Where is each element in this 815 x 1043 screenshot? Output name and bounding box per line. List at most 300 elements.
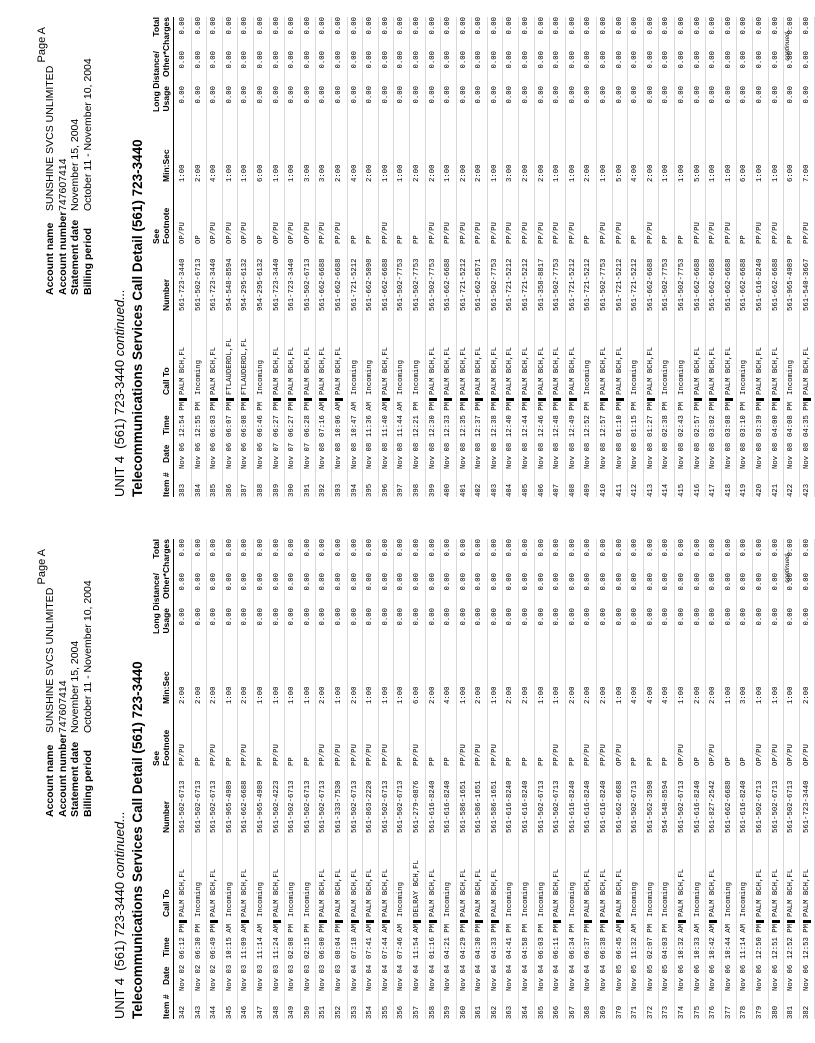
call-number: 561-616-8240 (428, 780, 437, 833)
usage-charge: 0.00 (662, 86, 671, 104)
call-number: 561-965-4989 (256, 780, 265, 833)
table-row (769, 17, 785, 497)
long-distance-charge: 0.00 (584, 51, 593, 69)
item-number: 374 (678, 1005, 686, 1019)
call-number: 561-502-6713 (771, 780, 780, 833)
call-to: PALM BCH,FL (179, 868, 187, 917)
call-date: Nov 03 (256, 964, 265, 991)
table-row (316, 539, 332, 1019)
table-row (597, 539, 613, 1019)
call-number: 561-721-5212 (506, 258, 515, 311)
footnote: PP (194, 757, 203, 766)
billing-period-label: Billing period (81, 227, 94, 295)
usage-charge: 0.00 (646, 608, 655, 626)
call-number: 561-279-0876 (412, 780, 421, 833)
table-row (254, 17, 270, 497)
call-time: 06:46 PM (256, 401, 265, 437)
outgoing-marker-icon (335, 398, 343, 401)
call-number: 561-502-6713 (179, 780, 187, 833)
total-charge: 0.00 (194, 17, 203, 35)
call-to: PALM BCH,FL (319, 346, 328, 395)
usage-charge: 0.00 (646, 86, 655, 104)
call-time: 11:32 AM (631, 923, 640, 959)
usage-charge: 0.00 (319, 86, 328, 104)
usage-charge: 0.00 (693, 86, 702, 104)
footnote: PP/PU (646, 222, 655, 244)
table-row (644, 17, 660, 497)
usage-charge: 0.00 (288, 86, 297, 104)
usage-charge: 0.00 (787, 608, 796, 626)
call-time: 12:55 PM (194, 401, 203, 437)
call-date: Nov 02 (210, 964, 219, 991)
call-date: Nov 08 (475, 442, 484, 469)
long-distance-charge: 0.00 (600, 51, 609, 69)
call-to: Incoming (256, 881, 265, 917)
item-number: 386 (225, 483, 234, 497)
outgoing-marker-icon (226, 398, 234, 401)
call-time: 12:52 PM (787, 923, 796, 959)
call-to: PALM BCH,FL (709, 868, 718, 917)
call-time: 06:37 PM (584, 923, 593, 959)
total-charge: 0.00 (490, 17, 499, 35)
call-number: 561-616-8240 (600, 780, 609, 833)
usage-charge: 0.00 (755, 608, 764, 626)
long-distance-charge: 0.00 (459, 51, 468, 69)
duration: 1:00 (724, 164, 733, 182)
table-row (363, 17, 379, 497)
footnote: OP/PU (241, 222, 250, 244)
usage-charge: 0.00 (615, 608, 624, 626)
total-charge: 0.00 (537, 17, 546, 35)
call-date: Nov 03 (272, 964, 281, 991)
total-charge: 0.00 (303, 17, 312, 35)
usage-charge: 0.00 (288, 608, 297, 626)
call-number: 561-562-3598 (646, 780, 655, 833)
usage-charge: 0.00 (350, 608, 359, 626)
call-time: 06:03 PM (210, 401, 219, 437)
call-number: 561-502-6713 (194, 258, 203, 311)
long-distance-charge: 0.00 (350, 51, 359, 69)
item-number: 388 (256, 483, 265, 497)
call-date: Nov 08 (755, 442, 764, 469)
footnote: PP (303, 757, 312, 766)
usage-charge: 0.00 (490, 608, 499, 626)
call-time: 01:15 PM (631, 401, 640, 437)
call-time: 11:09 AM (241, 923, 250, 959)
call-number: 561-502-7753 (662, 258, 671, 311)
long-distance-charge: 0.00 (241, 573, 250, 591)
call-number: 561-965-4989 (787, 258, 796, 311)
call-number: 561-502-4223 (272, 780, 281, 833)
call-number: 561-721-5212 (615, 258, 624, 311)
call-to: PALM BCH,FL (334, 346, 343, 395)
table-row (519, 539, 535, 1019)
call-to: Incoming (288, 881, 297, 917)
call-time: 06:27 PM (272, 401, 281, 437)
long-distance-charge: 0.00 (755, 573, 764, 591)
call-number: 561-721-5212 (459, 258, 468, 311)
long-distance-charge: 0.00 (553, 573, 562, 591)
call-number: 561-662-6688 (319, 258, 328, 311)
table-row (238, 539, 254, 1019)
call-to: PALM BCH,FL (303, 346, 312, 395)
call-time: 03:39 PM (755, 401, 764, 437)
outgoing-marker-icon (351, 920, 359, 923)
unit-heading (112, 811, 127, 1019)
table-row (550, 539, 566, 1019)
call-date: Nov 06 (693, 964, 702, 991)
call-date: Nov 02 (179, 964, 187, 991)
duration: 1:00 (303, 686, 312, 704)
usage-charge: 0.00 (225, 608, 234, 626)
item-number: 354 (366, 1005, 375, 1019)
duration: 2:00 (537, 164, 546, 182)
footnote: OP (194, 235, 203, 244)
table-row (675, 17, 691, 497)
long-distance-charge: 0.00 (288, 51, 297, 69)
duration: 1:00 (490, 164, 499, 182)
duration: 2:00 (506, 686, 515, 704)
table-row (316, 17, 332, 497)
outgoing-marker-icon (475, 920, 483, 923)
call-to: PALM BCH,FL (210, 346, 219, 395)
call-date: Nov 04 (459, 964, 468, 991)
call-date: Nov 04 (412, 964, 421, 991)
item-number: 412 (631, 483, 640, 497)
duration: 2:00 (210, 686, 219, 704)
call-to: Incoming (678, 359, 686, 395)
total-charge: 0.00 (475, 539, 484, 557)
item-number: 404 (506, 483, 515, 497)
usage-charge: 0.00 (319, 608, 328, 626)
usage-charge: 0.00 (584, 608, 593, 626)
duration: 3:00 (303, 164, 312, 182)
call-date: Nov 08 (412, 442, 421, 469)
long-distance-charge: 0.00 (334, 573, 343, 591)
total-charge: 0.00 (381, 539, 390, 557)
usage-charge: 0.00 (366, 608, 375, 626)
usage-charge: 0.00 (179, 86, 187, 104)
call-date: Nov 04 (381, 964, 390, 991)
table-row (706, 17, 722, 497)
long-distance-charge: 0.00 (303, 573, 312, 591)
item-number: 342 (179, 1005, 187, 1019)
usage-charge: 0.00 (272, 86, 281, 104)
duration: 1:00 (334, 686, 343, 704)
total-charge: 0.00 (210, 539, 219, 557)
long-distance-charge: 0.00 (724, 51, 733, 69)
call-number: 561-502-6713 (537, 780, 546, 833)
call-number: 561-662-6688 (740, 258, 749, 311)
call-number: 561-358-8817 (537, 258, 546, 311)
duration: 2:00 (194, 686, 203, 704)
table-row (457, 17, 473, 497)
call-to: DELRAY BCH,FL (412, 860, 421, 917)
call-to: Incoming (740, 881, 749, 917)
call-time: 06:34 PM (568, 923, 577, 959)
call-to: PALM BCH,FL (553, 346, 562, 395)
call-number: 561-662-6688 (693, 258, 702, 311)
call-date: Nov 04 (490, 964, 499, 991)
call-number: 561-502-6713 (288, 780, 297, 833)
call-time: 12:49 PM (568, 401, 577, 437)
long-distance-charge: 0.00 (194, 51, 203, 69)
duration: 6:00 (256, 164, 265, 182)
duration: 2:00 (319, 686, 328, 704)
footnote: PP/PU (350, 744, 359, 766)
item-number: 367 (568, 1005, 577, 1019)
call-date: Nov 04 (584, 964, 593, 991)
header-footnote: Footnote (161, 729, 171, 766)
duration: 1:00 (755, 164, 764, 182)
long-distance-charge: 0.00 (288, 573, 297, 591)
footnote: OP/PU (678, 744, 686, 766)
table-row (753, 539, 769, 1019)
outgoing-marker-icon (616, 398, 624, 401)
long-distance-charge: 0.00 (646, 51, 655, 69)
call-date: Nov 08 (459, 442, 468, 469)
usage-charge: 0.00 (303, 608, 312, 626)
item-number: 366 (553, 1005, 562, 1019)
header-total: Total (151, 17, 161, 37)
total-charge: 0.00 (740, 17, 749, 35)
footnote: PP/PU (241, 744, 250, 766)
item-number: 364 (522, 1005, 531, 1019)
footnote: PP (646, 757, 655, 766)
call-date: Nov 05 (631, 964, 640, 991)
duration: 1:00 (272, 686, 281, 704)
item-number: 379 (755, 1005, 764, 1019)
footnote: PP (256, 757, 265, 766)
header-usage: Usage (161, 86, 171, 112)
duration: 1:00 (615, 686, 624, 704)
call-number: 561-502-7753 (397, 258, 406, 311)
usage-charge: 0.00 (444, 608, 453, 626)
long-distance-charge: 0.00 (802, 51, 811, 69)
item-number: 423 (802, 483, 811, 497)
call-date: Nov 08 (537, 442, 546, 469)
item-number: 365 (537, 1005, 546, 1019)
total-charge: 0.00 (771, 539, 780, 557)
duration: 4:00 (631, 686, 640, 704)
call-number: 561-662-5098 (366, 258, 375, 311)
item-number: 399 (428, 483, 437, 497)
header-usage: Usage (161, 608, 171, 634)
footnote: PP/PU (428, 222, 437, 244)
footnote: PP/PU (444, 222, 453, 244)
call-number: 561-502-6713 (787, 780, 796, 833)
call-to: PALM BCH,FL (709, 346, 718, 395)
call-number: 561-827-2542 (709, 780, 718, 833)
duration: 1:00 (553, 164, 562, 182)
call-date: Nov 04 (444, 964, 453, 991)
call-date: Nov 08 (678, 442, 686, 469)
header-time: Time (161, 415, 171, 435)
table-row (644, 539, 660, 1019)
call-date: Nov 03 (288, 964, 297, 991)
table-row (597, 17, 613, 497)
statement-page-left (0, 523, 809, 1043)
usage-charge: 0.00 (724, 608, 733, 626)
call-date: Nov 08 (428, 442, 437, 469)
long-distance-charge: 0.00 (771, 573, 780, 591)
outgoing-marker-icon (694, 398, 702, 401)
duration: 1:00 (553, 686, 562, 704)
usage-charge: 0.00 (506, 86, 515, 104)
call-number: 561-721-5212 (350, 258, 359, 311)
table-row (192, 539, 208, 1019)
usage-charge: 0.00 (194, 86, 203, 104)
call-number: 561-616-8240 (522, 780, 531, 833)
call-number: 561-723-3440 (802, 780, 811, 833)
table-row (394, 17, 410, 497)
total-charge: 0.00 (600, 539, 609, 557)
duration: 1:00 (787, 686, 796, 704)
unit-continued: continued... (112, 289, 127, 357)
total-charge: 0.00 (755, 539, 764, 557)
call-number: 561-616-8240 (693, 780, 702, 833)
call-to: Incoming (740, 359, 749, 395)
long-distance-charge: 0.00 (522, 573, 531, 591)
duration: 1:00 (490, 686, 499, 704)
long-distance-charge: 0.00 (693, 573, 702, 591)
item-number: 389 (272, 483, 281, 497)
call-date: Nov 08 (522, 442, 531, 469)
item-number: 381 (787, 1005, 796, 1019)
call-date: Nov 08 (490, 442, 499, 469)
duration: 3:00 (506, 164, 515, 182)
total-charge: 0.00 (771, 17, 780, 35)
call-date: Nov 06 (210, 442, 219, 469)
call-time: 12:57 PM (600, 401, 609, 437)
outgoing-marker-icon (429, 398, 437, 401)
account-info (44, 557, 94, 817)
long-distance-charge: 0.00 (522, 51, 531, 69)
item-number: 349 (288, 1005, 297, 1019)
call-time: 12:54 PM (179, 401, 187, 437)
call-number: 561-721-5212 (584, 258, 593, 311)
outgoing-marker-icon (600, 920, 608, 923)
item-number: 345 (225, 1005, 234, 1019)
long-distance-charge: 0.00 (631, 573, 640, 591)
outgoing-marker-icon (241, 398, 249, 401)
total-charge: 0.00 (256, 539, 265, 557)
table-row (348, 17, 364, 497)
item-number: 420 (755, 483, 764, 497)
long-distance-charge: 0.00 (225, 51, 234, 69)
item-number: 346 (241, 1005, 250, 1019)
call-time: 03:10 PM (740, 401, 749, 437)
footnote: PP/PU (412, 744, 421, 766)
call-date: Nov 08 (709, 442, 718, 469)
table-row (503, 17, 519, 497)
table-row (254, 539, 270, 1019)
call-to: Incoming (194, 881, 203, 917)
duration: 4:00 (444, 686, 453, 704)
long-distance-charge: 0.00 (381, 51, 390, 69)
usage-charge: 0.00 (334, 86, 343, 104)
call-date: Nov 06 (740, 964, 749, 991)
usage-charge: 0.00 (256, 86, 265, 104)
table-row (441, 17, 457, 497)
call-time: 02:38 PM (662, 401, 671, 437)
call-time: 04:03 PM (662, 923, 671, 959)
long-distance-charge: 0.00 (475, 51, 484, 69)
long-distance-charge: 0.00 (693, 51, 702, 69)
call-number: 561-616-8240 (740, 780, 749, 833)
unit-phone: (561) 723-3440 (112, 359, 127, 449)
duration: 2:00 (584, 686, 593, 704)
long-distance-charge: 0.00 (475, 573, 484, 591)
account-number-value: 747607414 (56, 158, 69, 211)
table-row (410, 17, 426, 497)
call-date: Nov 05 (646, 964, 655, 991)
duration: 1:00 (678, 164, 686, 182)
table-row (737, 17, 753, 497)
item-number: 406 (537, 483, 546, 497)
call-number: 561-502-6713 (631, 780, 640, 833)
footnote: PP/PU (272, 744, 281, 766)
footnote: PP/PU (600, 222, 609, 244)
call-time: 11:40 AM (381, 401, 390, 437)
footnote: OP/PU (615, 744, 624, 766)
long-distance-charge: 0.00 (366, 573, 375, 591)
duration: 1:00 (459, 686, 468, 704)
table-row (784, 539, 800, 1019)
item-number: 372 (646, 1005, 655, 1019)
long-distance-charge: 0.00 (724, 573, 733, 591)
total-charge: 0.00 (272, 17, 281, 35)
outgoing-marker-icon (273, 398, 281, 401)
item-number: 344 (210, 1005, 219, 1019)
total-charge: 0.00 (724, 539, 733, 557)
statement-page-right (0, 1, 809, 521)
item-number: 382 (802, 1005, 811, 1019)
total-charge: 0.00 (631, 539, 640, 557)
call-number: 561-586-1651 (490, 780, 499, 833)
call-time: 12:48 PM (553, 401, 562, 437)
long-distance-charge: 0.00 (771, 51, 780, 69)
table-row (613, 539, 629, 1019)
total-charge: 0.00 (475, 17, 484, 35)
call-date: Nov 04 (506, 964, 515, 991)
total-charge: 0.00 (787, 17, 796, 35)
footnote: OP (693, 757, 702, 766)
call-number: 561-721-5212 (631, 258, 640, 311)
table-row (441, 539, 457, 1019)
item-number: 375 (693, 1005, 702, 1019)
long-distance-charge: 0.00 (631, 51, 640, 69)
call-time: 06:28 PM (303, 401, 312, 437)
table-row (332, 539, 348, 1019)
call-number: 561-502-6713 (381, 780, 390, 833)
call-to: Incoming (787, 359, 796, 395)
call-to: PALM BCH,FL (553, 868, 562, 917)
usage-charge: 0.00 (802, 86, 811, 104)
call-to: Incoming (537, 881, 546, 917)
call-time: 12:35 PM (459, 401, 468, 437)
table-row (410, 539, 426, 1019)
footnote: PP (568, 757, 577, 766)
call-date: Nov 08 (553, 442, 562, 469)
call-to: PALM BCH,FL (600, 868, 609, 917)
table-row (270, 539, 286, 1019)
call-to: PALM BCH,FL (615, 346, 624, 395)
header-number: Number (161, 278, 171, 311)
usage-charge: 0.00 (568, 86, 577, 104)
call-number: 561-662-6688 (646, 258, 655, 311)
item-number: 377 (724, 1005, 733, 1019)
